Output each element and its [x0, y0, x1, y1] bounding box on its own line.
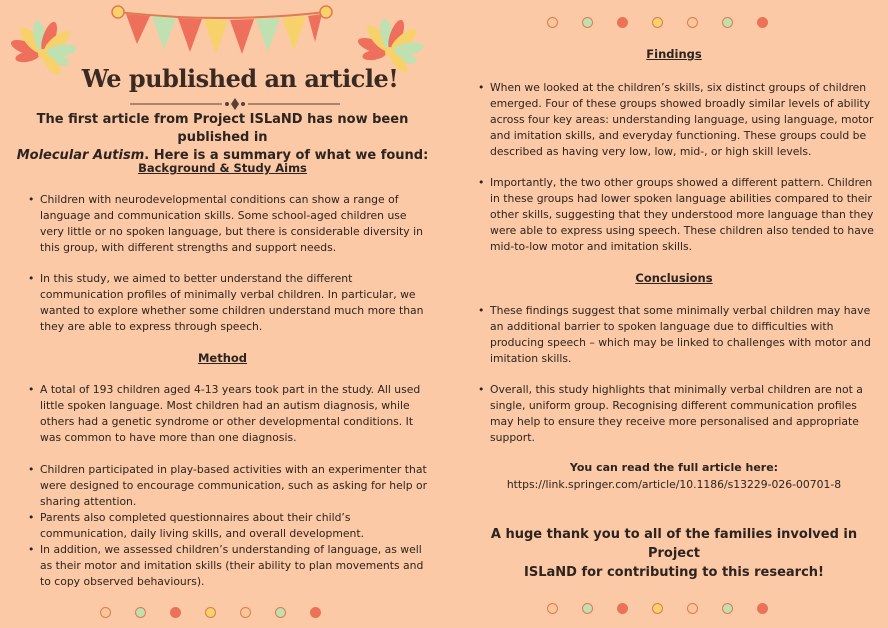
dot	[652, 603, 663, 614]
background-heading: Background & Study Aims	[138, 161, 307, 175]
divider-ornament-icon	[130, 98, 340, 110]
dot	[170, 607, 181, 618]
conclusions-heading: Conclusions	[635, 271, 713, 285]
background-paragraph-2: • In this study, we aimed to better understand the different communication profiles of minimally verbal children. In particular, we wanted to explore whether some children understand much more than they are able to express through speech.	[26, 271, 431, 335]
method-list	[26, 462, 431, 590]
dot-row-bottom-left	[100, 607, 321, 618]
list-item: • In addition, we assessed children’s understanding of language, as well as their motor and imitation skills (their ability to plan movements and to copy observed behaviours).	[26, 542, 431, 590]
findings-heading: Findings	[646, 47, 702, 61]
dot	[687, 603, 698, 614]
page-title: We published an article!	[81, 64, 399, 93]
background-paragraph-1: • Children with neurodevelopmental conditions can show a range of language and communication skills. Some school-aged children use very little or no spoken language, but there is considerable diversity in this group, with different strengths and support needs.	[26, 192, 431, 256]
dot	[617, 17, 628, 28]
dot	[652, 17, 663, 28]
list-item: • Parents also completed questionnaires about their child’s communication, daily living skills, and overall development.	[26, 510, 431, 542]
thanks-line-2: ISLaND for contributing to this research!	[524, 565, 824, 580]
dot	[135, 607, 146, 618]
dot	[547, 17, 558, 28]
bunting-icon	[110, 2, 335, 60]
dot	[757, 603, 768, 614]
conclusions-paragraph-1: • These findings suggest that some minimally verbal children may have an additional barrier to spoken language due to difficulties with producing speech – which may be linked to challenges with motor and imitation skills.	[476, 303, 876, 367]
intro-text	[10, 111, 435, 165]
article-link[interactable]: https://link.springer.com/article/10.1186/s13229-026-00701-8	[506, 478, 842, 491]
flower-left-icon	[8, 6, 78, 86]
dot-row-top-right	[547, 17, 768, 28]
dot	[240, 607, 251, 618]
dot	[582, 17, 593, 28]
dot	[617, 603, 628, 614]
method-heading: Method	[197, 351, 248, 365]
thanks-line-1: A huge thank you to all of the families involved in Project	[490, 527, 858, 561]
journal-name: Molecular Autism	[16, 148, 145, 163]
list-item: • Children participated in play-based activities with an experimenter that were designed to encourage communication, such as asking for help or sharing attention.	[26, 462, 431, 510]
findings-paragraph-1: • When we looked at the children’s skills, six distinct groups of children emerged. Four of these groups showed broadly similar levels of ability across four key areas: understanding language, using language, motor and imitation skills, and everyday functioning. These groups could be described as having very low, low, mid-, or high skill levels.	[476, 80, 876, 160]
findings-paragraph-2: • Importantly, the two other groups showed a different pattern. Children in these groups had lower spoken language abilities compared to their other skills, suggesting that they understood more language than they were able to express using speech. These children also tended to have mid-to-low motor and imitation skills.	[476, 175, 876, 255]
method-paragraph-1: • A total of 193 children aged 4-13 years took part in the study. All used little spoken language. Most children had an autism diagnosis, while others had a genetic syndrome or other developmental conditions. It was common to have more than one diagnosis.	[26, 382, 431, 446]
conclusions-paragraph-2: • Overall, this study highlights that minimally verbal children are not a single, uniform group. Recognising different communication profiles may help to ensure they receive more personalised and appropriate support.	[476, 382, 876, 446]
dot	[757, 17, 768, 28]
dot	[205, 607, 216, 618]
dot	[687, 17, 698, 28]
link-label: You can read the full article here:	[569, 461, 779, 474]
dot-row-bottom-right	[547, 603, 768, 614]
dot	[547, 603, 558, 614]
intro-line-1: The first article from Project ISLaND has now been published in	[36, 112, 409, 145]
dot	[275, 607, 286, 618]
dot	[310, 607, 321, 618]
dot	[722, 17, 733, 28]
intro-line-2-rest: . Here is a summary of what we found:	[144, 148, 429, 163]
dot	[100, 607, 111, 618]
thank-you-message	[470, 525, 878, 582]
dot	[722, 603, 733, 614]
dot	[582, 603, 593, 614]
